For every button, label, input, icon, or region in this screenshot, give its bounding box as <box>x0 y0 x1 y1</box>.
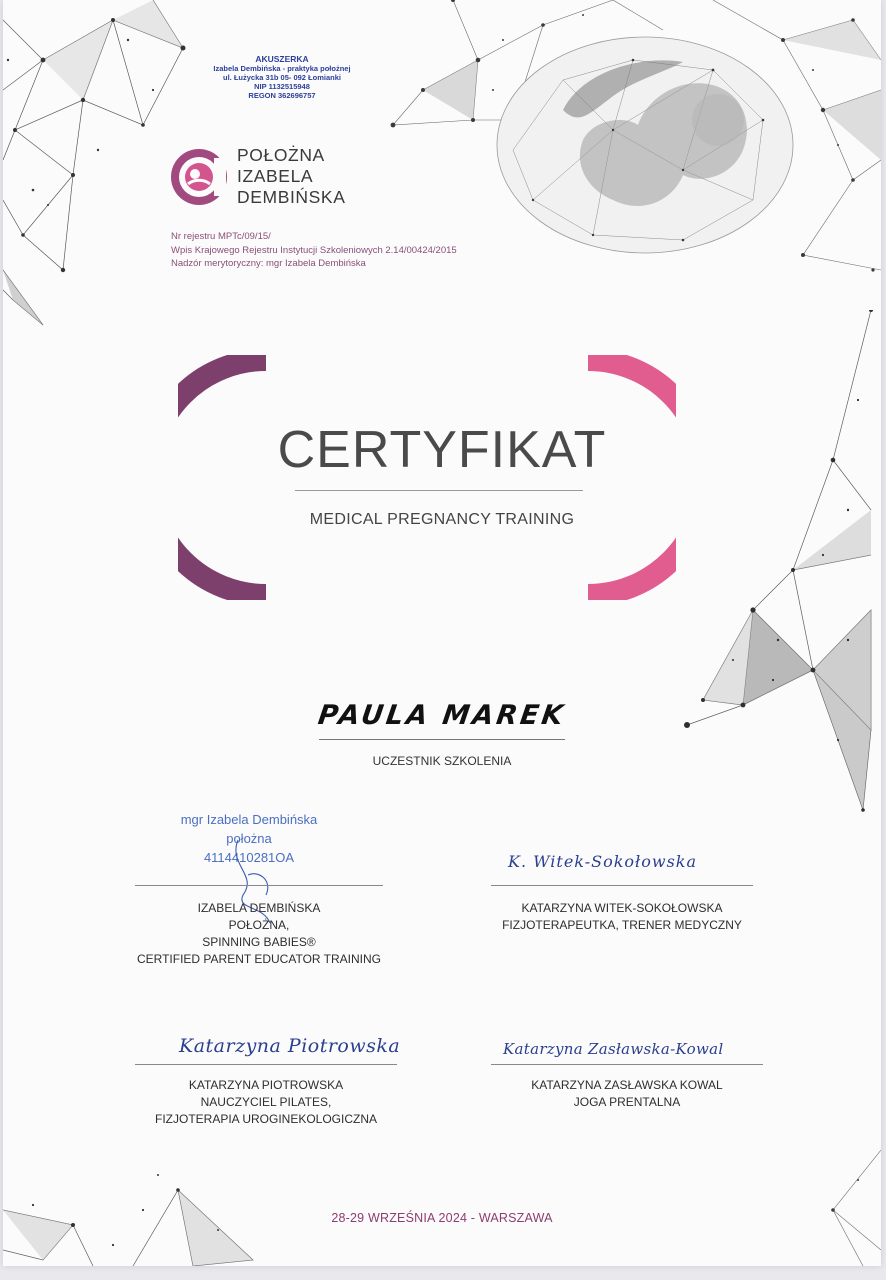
seal-line: położna <box>226 831 272 846</box>
signature-line <box>135 1064 397 1065</box>
stamp-title: AKUSZERKA <box>255 54 309 64</box>
signatory-title: NAUCZYCIEL PILATES, <box>200 1095 332 1109</box>
signatory-name: KATARZYNA ZASŁAWSKA KOWAL <box>531 1078 723 1092</box>
polygon-decoration-bottom-left <box>3 1150 263 1266</box>
signatory-name: KATARZYNA WITEK-SOKOŁOWSKA <box>521 901 723 915</box>
signatory-caption <box>109 900 409 968</box>
company-stamp <box>197 55 367 100</box>
logo-icon <box>168 146 230 208</box>
stamp-line: ul. Łużycka 31b 05- 092 Łomianki <box>223 73 341 82</box>
registry-line: Nadzór merytoryczny: mgr Izabela Dembińska <box>171 258 366 269</box>
logo-line: POŁOŻNA <box>237 145 325 165</box>
registry-line: Nr rejestru MPTc/09/15/ <box>171 231 271 242</box>
signature-line <box>135 885 383 886</box>
signature-line <box>491 885 753 886</box>
stamp-line: Izabela Dembińska - praktyka położnej <box>213 64 351 73</box>
certificate-sheet <box>3 0 881 1266</box>
certificate-title: CERTYFIKAT <box>277 421 607 479</box>
participant-name: PAULA MAREK <box>316 700 568 731</box>
logo-line: IZABELA <box>237 166 314 186</box>
signatory-name: IZABELA DEMBIŃSKA <box>197 901 321 915</box>
course-name: MEDICAL PREGNANCY TRAINING <box>309 511 575 528</box>
participant-underline <box>319 739 565 740</box>
seal-line: 4114410281OA <box>203 850 295 865</box>
polygon-decoration-bottom-right <box>773 1140 881 1266</box>
signatory-caption <box>477 1077 777 1111</box>
signatory-name: KATARZYNA PIOTROWSKA <box>188 1078 344 1092</box>
signatory-caption <box>109 1077 423 1128</box>
logo-wordmark <box>237 145 345 208</box>
handwritten-signature: Katarzyna Zasławska-Kowal <box>503 1040 724 1058</box>
logo-line: DEMBIŃSKA <box>237 187 346 207</box>
stamp-line: REGON 362696757 <box>248 91 316 100</box>
signatory-caption <box>472 900 772 934</box>
seal-line: mgr Izabela Dembińska <box>180 812 318 827</box>
signatory-title: FIZJOTERAPIA UROGINEKOLOGICZNA <box>154 1112 378 1126</box>
title-divider <box>295 490 583 491</box>
signature-line <box>491 1064 763 1065</box>
handwritten-signature: Katarzyna Piotrowska <box>179 1035 401 1057</box>
signatory-title: FIZJOTERAPEUTKA, TRENER MEDYCZNY <box>502 918 742 932</box>
signatory-title: CERTIFIED PARENT EDUCATOR TRAINING <box>136 952 382 966</box>
registry-line: Wpis Krajowego Rejestru Instytucji Szkoleniowych 2.14/00424/2015 <box>171 244 457 256</box>
participant-role: UCZESTNIK SZKOLENIA <box>372 754 512 768</box>
stamp-line: NIP 1132515948 <box>254 82 310 91</box>
polygon-decoration-right <box>673 310 881 830</box>
fetus-polygon-illustration <box>383 0 881 280</box>
registry-info <box>171 230 457 271</box>
signatory-title: POŁOŻNA, <box>228 918 290 932</box>
signatory-title: JOGA PRENTALNA <box>573 1095 681 1109</box>
date-location: 28-29 WRZEŚNIA 2024 - WARSZAWA <box>331 1211 553 1225</box>
handwritten-signature: K. Witek-Sokołowska <box>508 852 698 871</box>
signatory-title: SPINNING BABIES® <box>202 935 316 949</box>
